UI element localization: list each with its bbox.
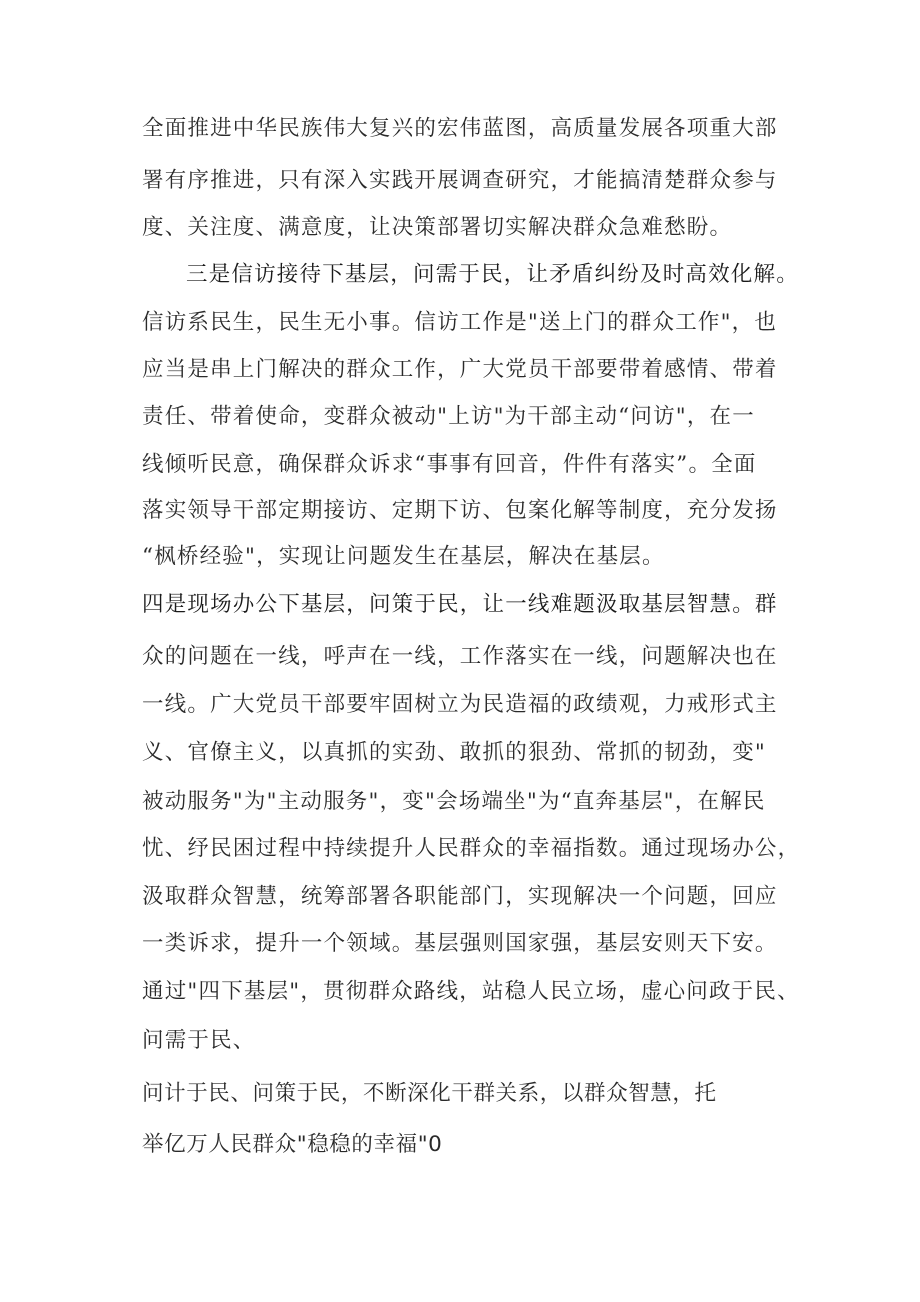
text-line: 全面推进中华民族伟大复兴的宏伟蓝图，高质量发展各项重大部 — [142, 116, 778, 141]
text-line: 信访系民生，民生无小事。信访工作是"送上门的群众工作"，也 — [142, 310, 778, 335]
text-line: 问计于民、问策于民，不断深化干群关系，以群众智慧，托 — [142, 1081, 717, 1106]
text-line: 落实领导干部定期接访、定期下访、包案化解等制度，充分发扬 — [142, 498, 778, 523]
text-line: 通过"四下基层"，贯彻群众路线，站稳人民立场，虚心问政于民、 — [142, 979, 800, 1004]
text-line: 一类诉求，提升一个领域。基层强则国家强，基层安则天下安。 — [142, 931, 778, 956]
text-line: “枫桥经验"，实现让问题发生在基层，解决在基层。 — [142, 544, 665, 569]
text-line: 汲取群众智慧，统筹部署各职能部门，实现解决一个问题，回应 — [142, 884, 778, 909]
text-line: 义、官僚主义，以真抓的实劲、敢抓的狠劲、常抓的韧劲，变" — [142, 740, 766, 765]
text-line: 线倾听民意，确保群众诉求“事事有回音，件件有落实”。全面 — [142, 452, 757, 477]
paragraph-heading-line: 四是现场办公下基层，问策于民，让一线难题汲取基层智慧。群 — [142, 592, 778, 617]
text-line: 举亿万人民群众"稳稳的幸福"0 — [142, 1132, 443, 1157]
text-line: 忧、纾民困过程中持续提升人民群众的幸福指数。通过现场办公， — [142, 836, 801, 861]
text-line: 众的问题在一线，呼声在一线，工作落实在一线，问题解决也在 — [142, 644, 778, 669]
paragraph-heading-line: 三是信访接待下基层，问需于民，让矛盾纠纷及时高效化解。 — [186, 262, 799, 287]
text-line: 一线。广大党员干部要牢固树立为民造福的政绩观，力戒形式主 — [142, 692, 778, 717]
text-line: 责任、带着使命，变群众被动"上访"为干部主动“问访"，在一 — [142, 404, 755, 429]
text-line: 应当是串上门解决的群众工作，广大党员干部要带着感情、带着 — [142, 357, 778, 382]
text-line: 度、关注度、满意度，让决策部署切实解决群众急难愁盼。 — [142, 215, 733, 240]
text-line: 问需于民、 — [142, 1028, 256, 1053]
text-line: 署有序推进，只有深入实践开展调查研究，才能搞清楚群众参与 — [142, 168, 778, 193]
text-line: 被动服务"为"主动服务"，变"会场端坐"为“直奔基层"，在解民 — [142, 789, 766, 814]
